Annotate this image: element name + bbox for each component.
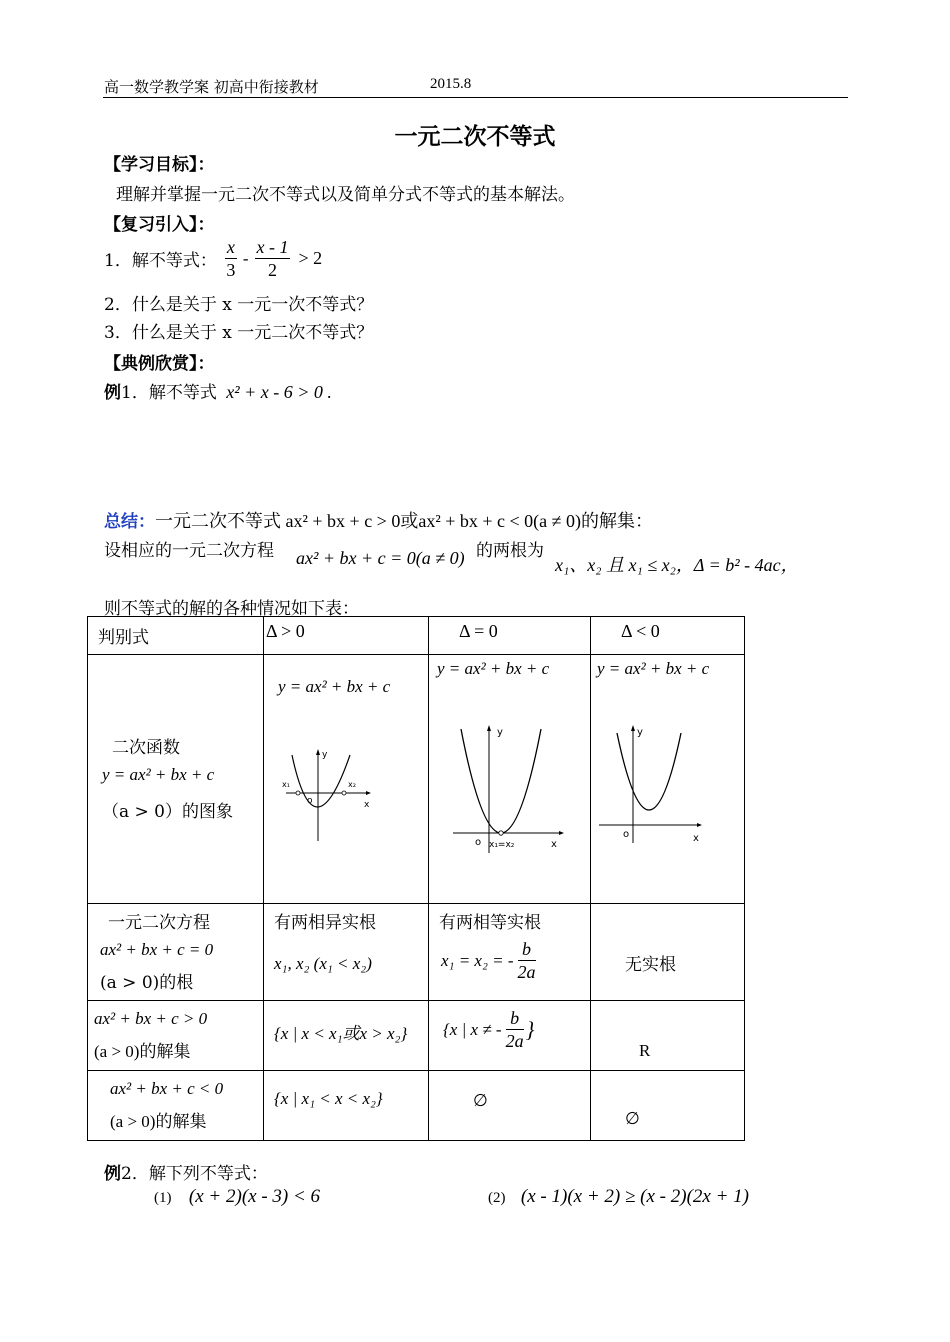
row3-c2-close: } (525, 1016, 535, 1042)
review-q1-frac1 (225, 236, 237, 281)
row2-no-roots: 无实根 (625, 955, 676, 975)
row1-label-a: 二次函数 (112, 738, 180, 758)
ex1-label: 例 (104, 383, 121, 403)
ex2-part2-num: (2) (488, 1190, 506, 1206)
table-row-gt (88, 1001, 745, 1071)
review-q1-prefix: 1．解不等式： (104, 251, 217, 271)
row2-label-b: ax² + bx + c = 0 (100, 940, 214, 959)
ex2-label: 例 (104, 1164, 121, 1184)
graph2-origin-label: o (475, 837, 482, 848)
row1-label-c: （a > 0）的图象 (102, 802, 234, 822)
ex2-part1-math: (x + 2)(x - 3) < 6 (188, 1186, 321, 1207)
summary-line2-c: 的两根为 (476, 541, 544, 561)
page-title: 一元二次不等式 (394, 124, 556, 150)
ex1-math: x² + x - 6 > 0 . (226, 382, 332, 402)
table-head-row (88, 617, 745, 655)
graph3-parabola (617, 733, 681, 810)
row3-c2-prefix: {x | x ≠ - (443, 1019, 502, 1039)
row2-label-a: 一元二次方程 (108, 913, 210, 933)
row3-frac-num: b (506, 1007, 524, 1030)
solution-table (87, 616, 745, 1141)
graph2-y-arrow (487, 725, 491, 731)
row3-label-a: ax² + bx + c > 0 (94, 1009, 208, 1028)
table-row-lt (88, 1071, 745, 1141)
row3-label-b: (a > 0)的解集 (94, 1042, 191, 1061)
graph1-root1-dot (296, 791, 300, 795)
frac1-den: 3 (226, 260, 236, 280)
review-q1-minus: - (242, 248, 249, 268)
frac1-num: x (226, 237, 235, 257)
row4-empty-set-1: ∅ (473, 1091, 488, 1110)
graph1-x2-label: x₂ (348, 780, 356, 789)
review-q1-tail: > 2 (298, 248, 323, 268)
graph2-parabola (461, 729, 541, 833)
ex2-part1-num: (1) (154, 1190, 172, 1206)
row3-gt-solution: {x | x < x₁或x > x₂} (274, 1024, 408, 1043)
graph-no-root (597, 723, 712, 853)
graph1-y-arrow (316, 749, 320, 755)
row2-equal-roots-prefix: x₁ = x₂ = - (441, 950, 514, 970)
graph2-x-arrow (559, 831, 564, 835)
row2-frac-num: b (518, 938, 536, 961)
head-delta-pos: Δ > 0 (266, 621, 305, 641)
header-year: 2015.8 (430, 76, 472, 92)
row4-lt-solution: {x | x₁ < x < x₂} (274, 1089, 383, 1108)
head-delta-zero: Δ = 0 (459, 621, 498, 641)
graph1-origin-label: o (307, 796, 313, 806)
row3-frac-den: 2a (505, 1031, 524, 1051)
review-heading: 【复习引入】： (104, 215, 215, 235)
row4-label-a: ax² + bx + c < 0 (110, 1079, 224, 1098)
graph3-y-arrow (631, 725, 635, 731)
graph1-fn: y = ax² + bx + c (278, 677, 391, 696)
row4-empty-set-2: ∅ (625, 1109, 640, 1128)
graph2-x-label: x (551, 839, 557, 850)
table-row-roots (88, 904, 745, 1001)
summary-line2-d: x₁、x₂ 且 x₁ ≤ x₂，Δ = b² - 4ac， (555, 555, 799, 575)
graph3-origin-label: o (623, 829, 630, 840)
graph2-root-dot (499, 831, 503, 835)
summary-line1 (104, 507, 653, 533)
graph1-root2-dot (342, 791, 346, 795)
graph-two-roots (282, 741, 382, 851)
row4-label-b: (a > 0)的解集 (110, 1112, 207, 1131)
ex2-text: 2．解下列不等式： (121, 1164, 268, 1184)
examples-heading: 【典例欣赏】： (104, 354, 215, 374)
graph3-fn: y = ax² + bx + c (597, 659, 710, 678)
graph2-x1x2-label: x₁=x₂ (489, 840, 515, 850)
graph1-y-label: y (322, 750, 328, 760)
table-row-graph (88, 655, 745, 904)
graph2-y-label: y (497, 727, 503, 738)
graph3-x-label: x (693, 833, 699, 844)
summary-line2-a: 设相应的一元二次方程 (104, 541, 274, 561)
row2-equal-roots-text: 有两相等实根 (439, 913, 541, 933)
goals-text: 理解并掌握一元二次不等式以及简单分式不等式的基本解法。 (116, 185, 575, 205)
review-q2: 2．什么是关于 x 一元一次不等式？ (104, 295, 374, 315)
graph2-fn: y = ax² + bx + c (437, 659, 550, 678)
example-1 (104, 378, 332, 403)
header-rule (103, 97, 848, 98)
ex2-part1 (154, 1186, 320, 1208)
graph1-x1-label: x₁ (282, 780, 290, 789)
ex1-text: 1．解不等式 (121, 383, 217, 403)
review-q1 (104, 236, 322, 281)
row2-two-roots-text: 有两相异实根 (274, 913, 376, 933)
frac2-num: x - 1 (256, 237, 289, 257)
summary-label: 总结： (104, 512, 155, 532)
row1-label-b: y = ax² + bx + c (102, 765, 215, 784)
graph3-y-label: y (637, 727, 643, 738)
row2-equal-roots-math (441, 938, 536, 983)
goals-heading: 【学习目标】： (104, 155, 215, 175)
summary-line3: 则不等式的解的各种情况如下表： (104, 599, 359, 619)
graph1-x-label: x (364, 800, 370, 810)
ex2-part2 (488, 1186, 749, 1208)
row2-two-roots-math: x₁, x₂ (x₁ < x₂) (274, 954, 372, 973)
row3-gt-solution-r: R (639, 1041, 651, 1060)
example-2 (104, 1159, 268, 1184)
graph-double-root (447, 723, 567, 863)
review-q1-frac2 (255, 236, 291, 281)
summary-line1-text: 一元二次不等式 ax² + bx + c > 0或ax² + bx + c < 0(a ≠ 0)的解集： (155, 511, 654, 531)
head-discriminant: 判别式 (98, 628, 149, 648)
ex2-part2-math: (x - 1)(x + 2) ≥ (x - 2)(2x + 1) (520, 1186, 749, 1207)
row3-c2-frac (506, 1007, 524, 1052)
frac2-den: 2 (267, 260, 277, 280)
row2-frac-den: 2a (517, 962, 536, 982)
head-delta-neg: Δ < 0 (621, 621, 660, 641)
graph1-parabola (292, 755, 350, 807)
row2-equal-roots-frac (518, 938, 536, 983)
review-q3: 3．什么是关于 x 一元二次不等式？ (104, 323, 374, 343)
row3-gt-solution-eq (443, 1007, 534, 1052)
header-left: 高一数学教学案 初高中衔接教材 (104, 78, 319, 96)
row2-label-c: (a > 0)的根 (100, 973, 194, 993)
graph1-x-arrow (366, 791, 371, 795)
graph3-x-arrow (697, 823, 702, 827)
summary-line2-b: ax² + bx + c = 0(a ≠ 0) (296, 548, 465, 568)
